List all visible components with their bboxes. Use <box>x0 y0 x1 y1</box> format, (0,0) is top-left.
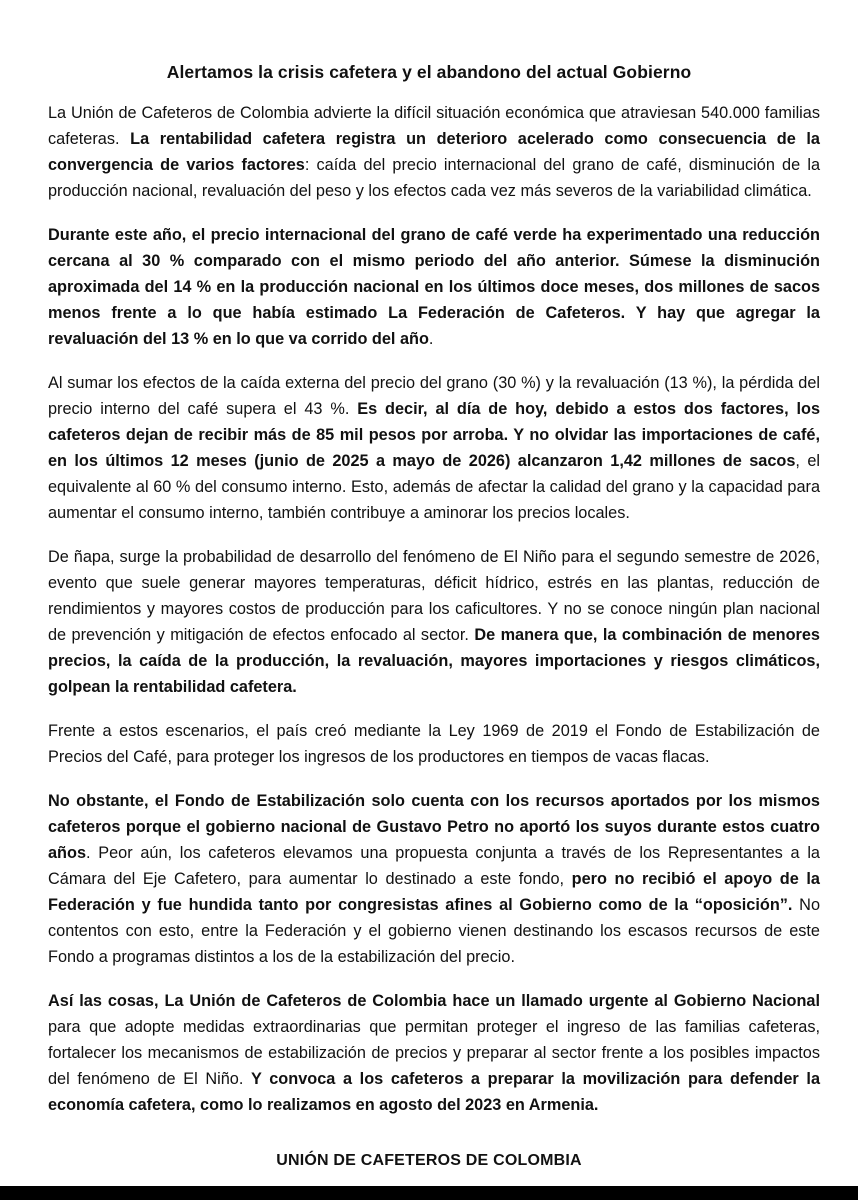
paragraph-1 <box>48 100 820 204</box>
paragraph-2 <box>48 222 820 352</box>
paragraph-segment-bold: pero no recibió el apoyo de la Federación y fue hundida tanto por congresistas afines al Gobierno como de la “oposición”. <box>48 870 820 914</box>
paragraph-segment: . Peor aún, los cafeteros elevamos una propuesta conjunta a través de los Representantes a la Cámara del Eje Cafetero, para aumentar lo destinado a este fondo, <box>48 844 820 888</box>
paragraph-segment: para que adopte medidas extraordinarias que permitan proteger el ingreso de las familias cafeteras, fortalecer los mecanismos de estabilización de precios y preparar al sector frente a los posibles impactos del fenómeno de El Niño. <box>48 1018 820 1088</box>
paragraph-segment-bold: De manera que, la combinación de menores precios, la caída de la producción, la revaluación, mayores importaciones y riesgos climáticos, golpean la rentabilidad cafetera. <box>48 626 820 696</box>
paragraph-7 <box>48 988 820 1118</box>
paragraph-segment-bold: No obstante, el Fondo de Estabilización solo cuenta con los recursos aportados por los mismos cafeteros porque el gobierno nacional de Gustavo Petro no aportó los suyos durante estos cuatro años <box>48 792 820 862</box>
paragraph-segment: Frente a estos escenarios, el país creó mediante la Ley 1969 de 2019 el Fondo de Estabilización de Precios del Café, para proteger los ingresos de los productores en tiempos de vacas flacas. <box>48 722 820 766</box>
paragraph-6 <box>48 788 820 970</box>
paragraph-segment: De ñapa, surge la probabilidad de desarrollo del fenómeno de El Niño para el segundo semestre de 2026, evento que suele generar mayores temperaturas, déficit hídrico, estrés en las plantas, reducción de rendimientos y mayores costos de producción para los caficultores. Y no se conoce ningún plan nacional de prevención y mitigación de efectos enfocado al sector. <box>48 548 820 644</box>
document-body <box>48 100 820 1136</box>
paragraph-segment: No contentos con esto, entre la Federación y el gobierno vienen destinando los escasos recursos de este Fondo a programas distintos a los de la estabilización del precio. <box>48 896 820 966</box>
paragraph-4 <box>48 544 820 700</box>
paragraph-segment: : caída del precio internacional del grano de café, disminución de la producción nacional, revaluación del peso y los efectos cada vez más severos de la variabilidad climática. <box>48 156 820 200</box>
document-title: Alertamos la crisis cafetera y el abandono del actual Gobierno <box>166 62 692 82</box>
paragraph-5 <box>48 718 820 770</box>
paragraph-segment: . <box>428 330 434 348</box>
paragraph-segment: La Unión de Cafeteros de Colombia advierte la difícil situación económica que atraviesan 540.000 familias cafeteras. <box>48 104 820 148</box>
signature: UNIÓN DE CAFETEROS DE COLOMBIA <box>276 1152 582 1169</box>
paragraph-segment: , el equivalente al 60 % del consumo interno. Esto, además de afectar la calidad del grano y la capacidad para aumentar el consumo interno, también contribuye a aminorar los precios locales. <box>48 452 820 522</box>
paragraph-segment-bold: Así las cosas, La Unión de Cafeteros de Colombia hace un llamado urgente al Gobierno Nacional <box>48 992 820 1010</box>
bottom-edge-bar <box>0 1186 858 1200</box>
paragraph-segment-bold: La rentabilidad cafetera registra un deterioro acelerado como consecuencia de la convergencia de varios factores <box>48 130 820 174</box>
paragraph-segment: Al sumar los efectos de la caída externa del precio del grano (30 %) y la revaluación (13 %), la pérdida del precio interno del café supera el 43 %. <box>48 374 820 418</box>
paragraph-segment-bold: Durante este año, el precio internacional del grano de café verde ha experimentado una reducción cercana al 30 % comparado con el mismo periodo del año anterior. Súmese la disminución aproximada del 14 % en la producción nacional en los últimos doce meses, dos millones de sacos menos frente a lo que había estimado La Federación de Cafeteros. Y hay que agregar la revaluación del 13 % en lo que va corrido del año <box>48 226 820 348</box>
paragraph-segment-bold: Y convoca a los cafeteros a preparar la movilización para defender la economía cafetera, como lo realizamos en agosto del 2023 en Armenia. <box>48 1070 820 1114</box>
paragraph-segment-bold: Es decir, al día de hoy, debido a estos dos factores, los cafeteros dejan de recibir más de 85 mil pesos por arroba. Y no olvidar las importaciones de café, en los últimos 12 meses (junio de 2025 a mayo de 2026) alcanzaron 1,42 millones de sacos <box>48 400 820 470</box>
paragraph-3 <box>48 370 820 526</box>
